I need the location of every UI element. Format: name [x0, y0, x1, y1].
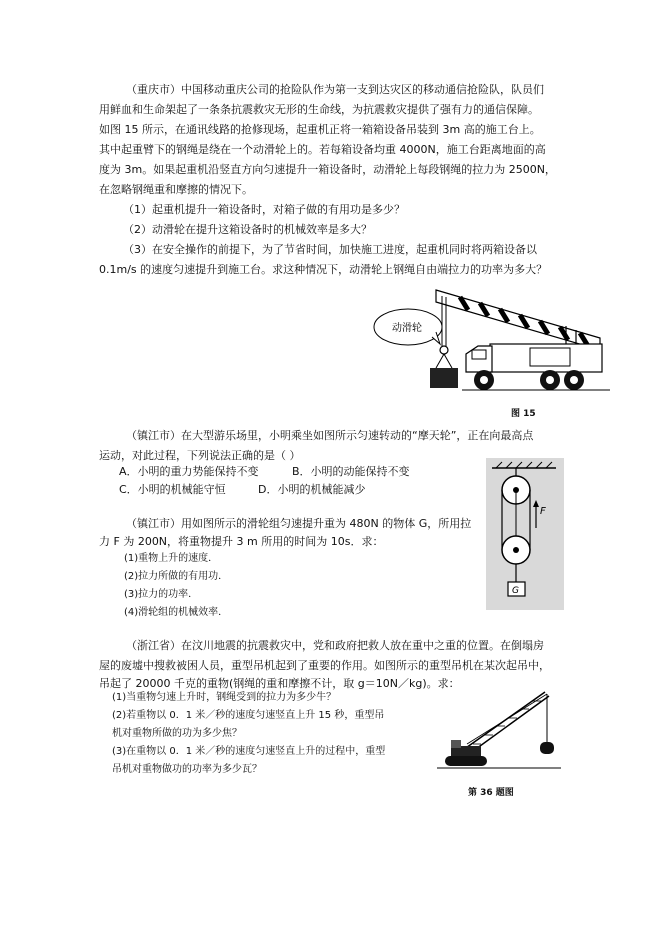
q1-line-2: 用鲜血和生命架起了一条条抗震救灾无形的生命线，为抗震救灾提供了强有力的通信保障。: [99, 103, 539, 116]
crane-truck-figure: [370, 282, 620, 394]
force-f-label: F: [540, 506, 546, 517]
q4-line-3: 吊起了 20000 千克的重物(钢绳的重和摩擦不计，取 g＝10N／kg)。求：: [99, 677, 460, 690]
q3-line-2: 力 F 为 200N，将重物提升 3 m 所用的时间为 10s．求：: [99, 535, 384, 548]
q4-sub-1: (1)当重物匀速上升时，钢绳受到的拉力为多少牛？: [112, 692, 337, 703]
q1-sub-3a: （3）在安全操作的前提下，为了节省时间，加快施工进度，起重机同时将两箱设备以: [123, 243, 537, 256]
q3-item-3: (3)拉力的功率．: [124, 589, 199, 600]
q2-option-b: B．小明的动能保持不变: [292, 465, 410, 478]
q4-sub-2b: 机对重物所做的功为多少焦？: [112, 728, 242, 739]
q4-sub-3a: (3)在重物以 0．1 米／秒的速度匀速竖直上升的过程中，重型: [112, 746, 386, 757]
q2-line-2: 运动，对此过程，下列说法正确的是（ ）: [99, 449, 301, 462]
q3-item-1: (1)重物上升的速度．: [124, 553, 219, 564]
q1-line-1: （重庆市）中国移动重庆公司的抢险队作为第一支到达灾区的移动通信抢险队，队员们: [126, 83, 544, 96]
figure-36-caption: 第 36 题图: [468, 788, 514, 798]
q1-sub-3b: 0.1m/s 的速度匀速提升到施工台。求这种情况下，动滑轮上钢绳自由端拉力的功率为多大？: [99, 263, 548, 276]
q3-line-1: （镇江市）用如图所示的滑轮组匀速提升重为 480N 的物体 G，所用拉: [126, 517, 472, 530]
q3-item-2: (2)拉力所做的有用功．: [124, 571, 229, 582]
q1-line-5: 度为 3m。如果起重机沿竖直方向匀速提升一箱设备时，动滑轮上每段钢绳的拉力为 2500N，: [99, 163, 556, 176]
q2-option-c: C．小明的机械能守恒: [119, 483, 226, 496]
q2-line-1: （镇江市）在大型游乐场里，小明乘坐如图所示匀速转动的“摩天轮”，正在向最高点: [126, 429, 534, 442]
q1-line-6: 在忽略钢绳重和摩擦的情况下。: [99, 183, 253, 196]
weight-g-label: G: [512, 586, 519, 596]
q4-sub-2a: (2)若重物以 0．1 米／秒的速度匀速竖直上升 15 秒，重型吊: [112, 710, 385, 721]
bubble-label: 动滑轮: [392, 323, 422, 334]
q1-sub-2: （2）动滑轮在提升这箱设备时的机械效率是多大？: [123, 223, 372, 236]
q4-line-2: 屋的废墟中搜救被困人员，重型吊机起到了重要的作用。如图所示的重型吊机在某次起吊中，: [99, 659, 550, 672]
q4-line-1: （浙江省）在汶川地震的抗震救灾中，党和政府把救人放在重中之重的位置。在倒塌房: [126, 639, 544, 652]
figure-15-caption: 图 15: [511, 409, 536, 419]
q3-item-4: (4)滑轮组的机械效率．: [124, 607, 229, 618]
q1-line-4: 其中起重臂下的钢绳是绕在一个动滑轮上的。若每箱设备均重 4000N，施工台距离地面的高: [99, 143, 546, 156]
q2-option-d: D．小明的机械能减少: [258, 483, 366, 496]
q4-sub-3b: 吊机对重物做功的功率为多少瓦？: [112, 764, 262, 775]
q1-line-3: 如图 15 所示，在通讯线路的抢修现场，起重机正将一箱箱设备吊装到 3m 高的施工台上。: [99, 123, 541, 136]
q1-sub-1: （1）起重机提升一箱设备时，对箱子做的有用功是多少？: [123, 203, 405, 216]
pulley-system-figure: [486, 458, 564, 610]
crawler-crane-figure: [437, 688, 567, 780]
q2-option-a: A．小明的重力势能保持不变: [119, 465, 259, 478]
